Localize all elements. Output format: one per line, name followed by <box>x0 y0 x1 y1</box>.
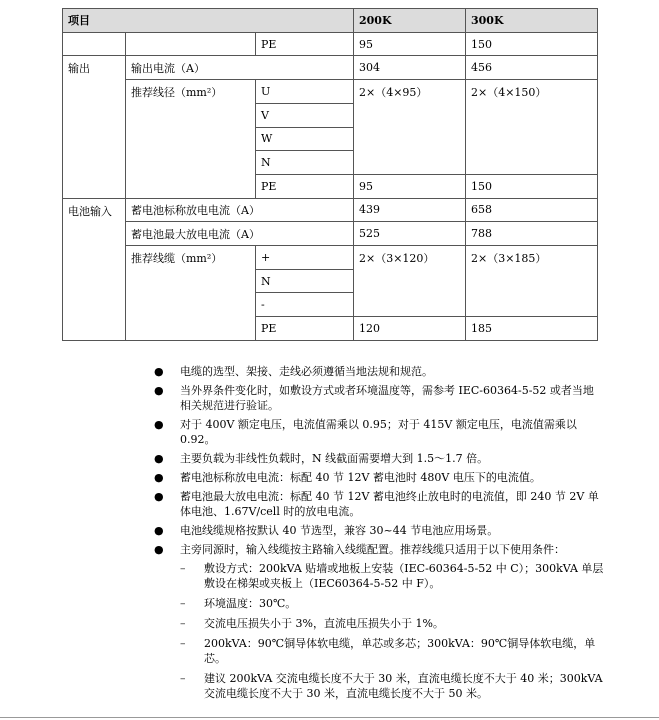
table-row <box>63 80 598 104</box>
table-row <box>63 222 598 246</box>
page-divider <box>0 717 659 718</box>
list-item <box>152 417 604 447</box>
note-text: 电池线缆规格按默认 40 节选型，兼容 30~44 节电池应用场景。 <box>180 524 499 537</box>
note-text: 蓄电池最大放电电流：标配 40 节 12V 蓄电池终止放电时的电流值，即 240 节 2V 单体电池、1.67V/cell 时的放电电流。 <box>180 490 599 518</box>
sub-list-item <box>152 636 604 666</box>
table-cell: 150 <box>466 32 598 56</box>
table-cell: 2×（3×185） <box>466 246 598 317</box>
header-200k: 200K <box>354 9 466 33</box>
sub-list-item <box>152 616 604 631</box>
table-row <box>63 198 598 222</box>
bullet-icon: ● <box>154 543 164 556</box>
table-cell: 439 <box>354 198 466 222</box>
list-item <box>152 451 604 466</box>
table-cell: W <box>256 127 354 151</box>
list-item <box>152 489 604 519</box>
note-text: 当外界条件变化时，如敷设方式或者环境温度等，需参考 IEC-60364-5-52 或者当地相关规范进行验证。 <box>180 384 594 412</box>
note-text: 电缆的选型、架接、走线必须遵循当地法规和规范。 <box>180 365 433 378</box>
table-cell: 95 <box>354 174 466 198</box>
table-cell: 2×（3×120） <box>354 246 466 317</box>
table-cell: 输出电流（A） <box>126 56 354 80</box>
table-cell: PE <box>256 32 354 56</box>
dash-icon: – <box>180 672 186 685</box>
dash-icon: – <box>180 562 186 575</box>
table-cell: PE <box>256 174 354 198</box>
table-cell: 658 <box>466 198 598 222</box>
table-cell: 456 <box>466 56 598 80</box>
list-item <box>152 523 604 538</box>
note-text: 环境温度：30℃。 <box>204 597 297 610</box>
bullet-icon: ● <box>154 365 164 378</box>
table-row <box>63 246 598 270</box>
table-cell: 蓄电池最大放电电流（A） <box>126 222 354 246</box>
header-300k: 300K <box>466 9 598 33</box>
bullet-icon: ● <box>154 418 164 431</box>
note-text: 主旁同源时，输入线缆按主路输入线缆配置。推荐线缆只适用于以下使用条件： <box>180 543 565 556</box>
note-text: 对于 400V 额定电压，电流值需乘以 0.95；对于 415V 额定电压，电流值需乘以 0.92。 <box>180 418 577 446</box>
table-cell: U <box>256 80 354 104</box>
table-cell: 2×（4×95） <box>354 80 466 175</box>
table-cell: V <box>256 103 354 127</box>
table-cell: N <box>256 151 354 175</box>
bullet-icon: ● <box>154 524 164 537</box>
table-cell: 120 <box>354 317 466 341</box>
note-text: 主要负载为非线性负载时，N 线截面需要增大到 1.5～1.7 倍。 <box>180 452 489 465</box>
dash-icon: – <box>180 617 186 630</box>
dash-icon: – <box>180 597 186 610</box>
list-item <box>152 470 604 485</box>
table-cell: 推荐线缆（mm²） <box>126 246 256 341</box>
table-cell: PE <box>256 317 354 341</box>
table-header-row <box>63 9 598 33</box>
note-text: 建议 200kVA 交流电缆长度不大于 30 米，直流电缆长度不大于 40 米；300kVA 交流电缆长度不大于 30 米，直流电缆长度不大于 50 米。 <box>204 672 603 700</box>
bullet-icon: ● <box>154 384 164 397</box>
table-cell: - <box>256 293 354 317</box>
table-row <box>63 32 598 56</box>
table-cell <box>63 32 126 56</box>
group-label-battery: 电池输入 <box>63 198 126 340</box>
list-item <box>152 383 604 413</box>
table-cell: 788 <box>466 222 598 246</box>
notes-list <box>152 364 604 706</box>
table-cell: 推荐线径（mm²） <box>126 80 256 199</box>
table-cell: 525 <box>354 222 466 246</box>
bullet-icon: ● <box>154 471 164 484</box>
sub-list-item <box>152 596 604 611</box>
table-cell: N <box>256 269 354 293</box>
list-item <box>152 364 604 379</box>
table-row <box>63 56 598 80</box>
cable-spec-table <box>62 8 598 341</box>
sub-list-item <box>152 561 604 591</box>
table-cell: 185 <box>466 317 598 341</box>
table-cell: 2×（4×150） <box>466 80 598 175</box>
group-label-output: 输出 <box>63 56 126 198</box>
table-cell: 蓄电池标称放电电流（A） <box>126 198 354 222</box>
sub-list-item <box>152 671 604 701</box>
header-item: 项目 <box>63 9 354 33</box>
dash-icon: – <box>180 637 186 650</box>
table-cell: 95 <box>354 32 466 56</box>
table-cell: 150 <box>466 174 598 198</box>
note-text: 敷设方式：200kVA 贴墙或地板上安装（IEC-60364-5-52 中 C）；300kVA 单层敷设在梯架或夹板上（IEC60364-5-52 中 F）。 <box>204 562 604 590</box>
bullet-icon: ● <box>154 452 164 465</box>
list-item <box>152 542 604 557</box>
bullet-icon: ● <box>154 490 164 503</box>
table-cell: + <box>256 246 354 270</box>
table-cell <box>126 32 256 56</box>
note-text: 交流电压损失小于 3%，直流电压损失小于 1%。 <box>204 617 444 630</box>
note-text: 200kVA：90℃铜导体软电缆，单芯或多芯；300kVA：90℃铜导体软电缆，单芯。 <box>204 637 596 665</box>
table-cell: 304 <box>354 56 466 80</box>
note-text: 蓄电池标称放电电流：标配 40 节 12V 蓄电池时 480V 电压下的电流值。 <box>180 471 541 484</box>
